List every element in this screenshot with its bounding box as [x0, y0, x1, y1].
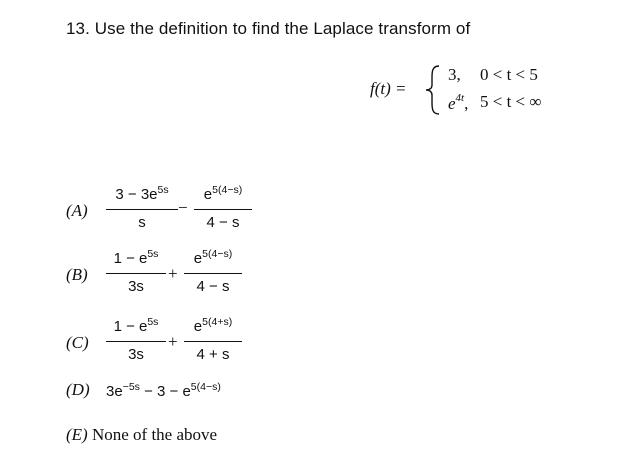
case-1-value: 3, — [448, 65, 461, 84]
option-c-fraction-1 — [104, 316, 168, 366]
option-a-fraction-bar-2 — [194, 209, 252, 210]
case-2-condition: 5 < t < ∞ — [480, 92, 542, 111]
option-b-fraction-bar-2 — [184, 273, 242, 274]
question-text: 13. Use the definition to find the Laplace transform of — [66, 19, 471, 38]
option-e[interactable] — [66, 425, 217, 445]
option-b-denominator-2: 4 − s — [196, 278, 230, 295]
option-a-denominator-1: s — [138, 214, 146, 231]
option-a-fraction-2 — [192, 184, 254, 234]
option-a-fraction-bar-1 — [106, 209, 178, 210]
option-a-numerator-1: $3 - 3e^{5s}$ — [115, 184, 169, 203]
option-b-denominator-1: 3s — [128, 278, 144, 295]
option-b-numerator-1: $1 - e^{5s}$ — [113, 248, 159, 267]
option-c-denominator-1: 3s — [128, 346, 144, 363]
option-b-fraction-2 — [182, 248, 244, 298]
option-b-fraction-bar-1 — [106, 273, 166, 274]
option-b-label: (B) — [66, 265, 88, 284]
option-e-text: None of the above — [91, 425, 218, 444]
function-lhs: f(t) = — [370, 79, 407, 98]
option-c-operator: + — [168, 332, 178, 351]
left-brace-icon — [423, 64, 443, 116]
option-c-fraction-bar-1 — [106, 341, 166, 342]
option-a-denominator-2: 4 − s — [206, 214, 240, 231]
option-a-label: (A) — [66, 201, 88, 220]
option-c-label: (C) — [66, 333, 89, 352]
option-c-fraction-bar-2 — [184, 341, 242, 342]
option-c-fraction-2 — [182, 316, 244, 366]
option-c-numerator-1: $1 - e^{5s}$ — [113, 316, 159, 335]
option-a-operator: − — [178, 198, 188, 217]
option-d-label: (D) — [66, 380, 90, 399]
option-a-numerator-2: $e^{5(4-s)}$ — [203, 184, 243, 203]
option-c-denominator-2: 4 + s — [196, 346, 230, 363]
option-b-fraction-1 — [104, 248, 168, 298]
case-1-condition: 0 < t < 5 — [480, 65, 538, 84]
option-c-numerator-2: $e^{5(4+s)}$ — [193, 316, 233, 335]
option-a-fraction-1 — [104, 184, 180, 234]
option-b-operator: + — [168, 264, 178, 283]
case-2-value: $e^{4t}$, — [448, 92, 469, 113]
option-d-expression: $3e^{-5s} - 3 - e^{5(4-s)}$ — [106, 381, 221, 400]
option-e-label: (E) — [66, 425, 88, 444]
option-b-numerator-2: $e^{5(4-s)}$ — [193, 248, 233, 267]
